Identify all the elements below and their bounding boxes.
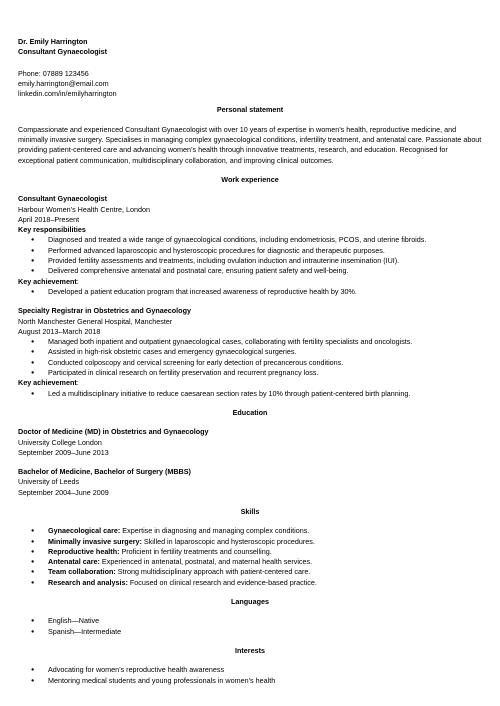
list-item: ● Conducted colposcopy and cervical screening for early detection of precancerous conditions. [18,358,482,368]
skill-label: Minimally invasive surgery: [48,536,142,546]
language-item: ● English—Native [18,616,482,626]
education-dates: September 2009–June 2013 [18,447,109,457]
job-role: Specialty Registrar in Obstetrics and Gynaecology [18,306,191,316]
skill-text: Experienced in antenatal, postnatal, and maternal health services. [99,557,313,567]
job-dates: April 2018–Present [18,214,80,224]
personal-statement-text: Compassionate and experienced Consultant Gynaecologist with over 10 years of expertise in women’s health, reproductive medicine, and minimally invasive surgery. Specialises in managing complex gynaecological conditions, infertility treatment, and antenatal care. Passionate about providing patient-centered care and advancing women’s health through innovative treatments, research, and education. Recognised for exceptional patient communication, multidisciplinary collaboration, and improving clinical outcomes. [18,124,482,165]
list-item: ● Assisted in high-risk obstetric cases and emergency gynaecological surgeries. [18,347,482,357]
skill-item [18,537,482,547]
interest-item: ● Advocating for women’s reproductive health awareness [18,665,482,675]
section-title-skills: Skills [240,506,260,516]
skill-text: Proficient in fertility treatments and counselling. [119,546,272,556]
skill-item [18,557,482,567]
interest-item: ● Mentoring medical students and young professionals in women’s health [18,676,482,686]
school: University of Leeds [18,477,80,487]
skill-text: Focused on clinical research and evidence-based practice. [127,577,317,587]
responsibilities-list [18,337,482,378]
skill-text: Expertise in diagnosing and managing complex conditions. [120,526,310,536]
degree: Bachelor of Medicine, Bachelor of Surgery (MBBS) [18,467,191,477]
skill-text: Strong multidisciplinary approach with patient-centered care. [115,567,311,577]
education-entry [18,467,482,498]
skill-text: Skilled in laparoscopic and hysteroscopic procedures. [141,536,315,546]
achievement-list [18,389,482,399]
interests-list [18,665,482,686]
candidate-title: Consultant Gynaecologist [18,47,108,57]
language-item: ● Spanish—Intermediate [18,627,482,637]
skill-item [18,547,482,557]
skill-label: Reproductive health: [48,546,120,556]
skill-label: Research and analysis: [48,577,128,587]
responsibilities-list [18,235,482,276]
list-item: ● Developed a patient education program that increased awareness of reproductive health by 30%. [18,287,482,297]
list-item: ● Provided fertility assessments and treatments, including ovulation induction and intrauterine insemination (IUI). [18,256,482,266]
phone: Phone: 07889 123456 [18,68,89,78]
list-item: ● Delivered comprehensive antenatal and postnatal care, ensuring patient safety and well-being. [18,266,482,276]
degree: Doctor of Medicine (MD) in Obstetrics and Gynaecology [18,427,209,437]
achievement-label-line: Key achievement: [18,276,79,286]
skills-list [18,526,482,588]
job-employer: North Manchester General Hospital, Manchester [18,316,173,326]
education-entry [18,427,482,458]
list-item: ● Led a multidisciplinary initiative to reduce caesarean section rates by 10% through patient-centered birth planning. [18,389,482,399]
job-entry [18,194,482,297]
achievement-label-line: Key achievement: [18,378,79,388]
section-title-languages: Languages [231,597,269,607]
candidate-name: Dr. Emily Harrington [18,37,88,46]
responsibilities-label: Key responsibilities [18,225,86,235]
skill-label: Gynaecological care: [48,526,121,536]
job-role: Consultant Gynaecologist [18,194,108,204]
achievement-list [18,287,482,297]
job-dates: August 2013–March 2018 [18,326,101,336]
skill-item [18,526,482,536]
achievement-label: Key achievement [18,276,77,286]
linkedin: linkedin.com/in/emilyharrington [18,89,117,99]
email: emily.harrington@email.com [18,78,109,88]
list-item: ● Performed advanced laparoscopic and hysteroscopic procedures for diagnostic and therapeutic purposes. [18,246,482,256]
section-title-work-experience: Work experience [221,174,279,184]
skill-label: Antenatal care: [48,557,100,567]
education-dates: September 2004–June 2009 [18,487,109,497]
languages-list [18,616,482,637]
section-title-education: Education [232,407,268,417]
section-title-interests: Interests [235,645,265,655]
list-item: ● Diagnosed and treated a wide range of gynaecological conditions, including endometriosis, PCOS, and uterine fibroids. [18,235,482,245]
skill-label: Team collaboration: [48,567,116,577]
school: University College London [18,437,102,447]
list-item: ● Managed both inpatient and outpatient gynaecological cases, collaborating with fertility specialists and oncologists. [18,337,482,347]
skill-item [18,578,482,588]
section-title-personal-statement: Personal statement [216,105,284,115]
job-entry [18,306,482,399]
job-employer: Harbour Women’s Health Centre, London [18,204,150,214]
achievement-label: Key achievement [18,378,77,388]
list-item: ● Participated in clinical research on fertility preservation and recurrent pregnancy loss. [18,368,482,378]
skill-item [18,567,482,577]
